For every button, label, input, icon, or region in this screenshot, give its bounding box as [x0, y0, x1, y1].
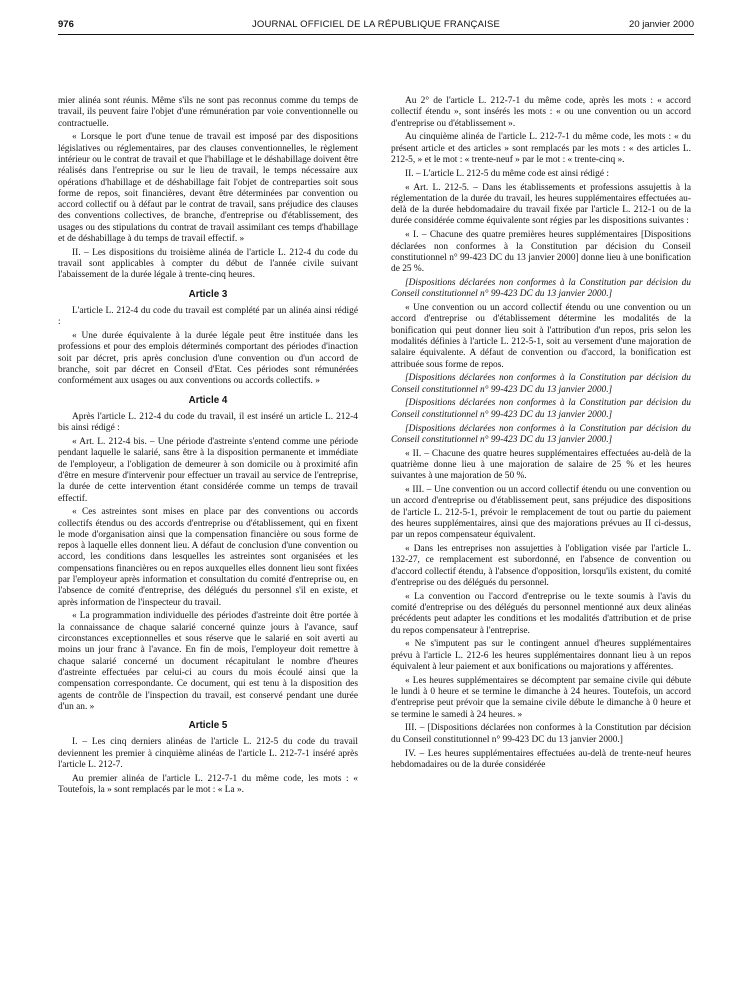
paragraph: « Art. L. 212-4 bis. – Une période d'astreinte s'entend comme une période pendant laquelle le salarié, sans être à la disposition permanente et immédiate de l'employeur, a l'obligation de demeurer à son domicile ou à proximité afin d'être en mesure d'intervenir pour effectuer un travail au service de l'entreprise, la durée de cette intervention étant considérée comme un temps de travail effectif. [58, 437, 358, 504]
article-5-heading: Article 5 [188, 720, 228, 732]
paragraph: « Ne s'imputent pas sur le contingent annuel d'heures supplémentaires prévu à l'article L. 212-6 les heures supplémentaires donnant lieu à un repos équivalent à leur paiement et aux bonifications ou majorations y afférentes. [391, 639, 691, 672]
right-column [391, 96, 691, 774]
paragraph: Au 2° de l'article L. 212-7-1 du même code, après les mots : « accord collectif étendu », sont insérés les mots : « ou une convention ou un accord d'entreprise ou d'établissement ». [391, 96, 691, 129]
censored-provision: [Dispositions déclarées non conformes à la Constitution par décision du Conseil constitutionnel n° 99-423 DC du 13 janvier 2000.] [391, 277, 691, 300]
censored-provision: [Dispositions déclarées non conformes à la Constitution par décision du Conseil constitutionnel n° 99-423 DC du 13 janvier 2000.] [391, 423, 691, 445]
paragraph: « Les heures supplémentaires se décomptent par semaine civile qui débute le lundi à 0 heure et se termine le dimanche à 24 heures. Toutefois, un accord d'entreprise peut prévoir que la semaine civile débute le dimanche à 0 heure et se termine le samedi à 24 heures. » [391, 675, 691, 720]
paragraph: « Une convention ou un accord collectif étendu ou une convention ou un accord d'entreprise ou d'établissement détermine les modalités de la bonification qui peut donner lieu soit à l'attribution d'un repos, pris selon les modalités définies à l'article L. 212-5-1, soit au versement d'une majoration de salaire équivalente. A défaut de convention ou d'accord, la bonification est attribuée sous forme de repos. [391, 303, 691, 370]
article-3-heading: Article 3 [188, 288, 228, 300]
paragraph: mier alinéa sont réunis. Même s'ils ne sont pas reconnus comme du temps de travail, ils peuvent faire l'objet d'une rémunération par voie conventionnelle ou contractuelle. [58, 96, 358, 129]
page-number: 976 [58, 19, 74, 30]
paragraph: I. – Les cinq derniers alinéas de l'article L. 212-5 du code du travail deviennent les premier à cinquième alinéas de l'article L. 212-7-1 inséré après l'article L. 212-7. [58, 737, 358, 771]
paragraph: « Ces astreintes sont mises en place par des conventions ou accords collectifs étendus ou des accords d'entreprise ou d'établissement, qui en fixent le mode d'organisation ainsi que la compensation financière ou sous forme de repos à laquelle elles donnent lieu. A défaut de conclusion d'une convention ou accord, les conditions dans lesquelles les astreintes sont organisées et les compensations financières ou en repos auxquelles elles donnent lieu sont fixées par l'employeur après information et consultation du comité d'entreprise ou, en l'absence de comité d'entreprise, des délégués du personnel s'il en existe, et après information de l'inspecteur du travail. [58, 507, 358, 608]
paragraph: « Une durée équivalente à la durée légale peut être instituée dans les professions et pour des emplois déterminés comportant des périodes d'inaction soit par décret, pris après conclusion d'une convention ou d'un accord de branche, soit par décret en Conseil d'Etat. Ces périodes sont rémunérées conformément aux usages ou aux conventions ou accords collectifs. » [58, 331, 358, 387]
paragraph: Après l'article L. 212-4 du code du travail, il est inséré un article L. 212-4 bis ainsi rédigé : [58, 411, 358, 434]
paragraph: « Art. L. 212-5. – Dans les établissements et professions assujettis à la réglementation de la durée du travail, les heures supplémentaires effectuées au-delà de la durée hebdomadaire du travail fixée par l'article L. 212-1 ou de la durée considérée comme équivalente sont régies par les dispositions suivantes : [391, 182, 691, 227]
paragraph: « I. – Chacune des quatre premières heures supplémentaires [Dispositions déclarées non conformes à la Constitution par décision du Conseil constitutionnel n° 99-423 DC du 13 janvier 2000] donne lieu à une bonification de 25 %. [391, 230, 691, 275]
left-column [58, 96, 358, 799]
paragraph: « II. – Chacune des quatre heures supplémentaires effectuées au-delà de la quatrième donne lieu à une majoration de salaire de 25 % et les heures suivantes à une majoration de 50 %. [391, 448, 691, 482]
paragraph: III. – [Dispositions déclarées non conformes à la Constitution par décision du Conseil constitutionnel n° 99-423 DC du 13 janvier 2000.] [391, 723, 691, 745]
issue-date: 20 janvier 2000 [629, 19, 694, 30]
journal-title: JOURNAL OFFICIEL DE LA RÉPUBLIQUE FRANÇAISE [251, 19, 501, 30]
paragraph: II. – L'article L. 212-5 du même code est ainsi rédigé : [405, 168, 609, 179]
paragraph: Au premier alinéa de l'article L. 212-7-1 du même code, les mots : « Toutefois, la » sont remplacés par le mot : « La ». [58, 773, 358, 796]
censored-provision: [Dispositions déclarées non conformes à la Constitution par décision du Conseil constitutionnel n° 99-423 DC du 13 janvier 2000.] [391, 373, 691, 395]
paragraph: « III. – Une convention ou un accord collectif étendu ou une convention ou un accord d'entreprise ou d'établissement peut, sans préjudice des dispositions de l'article L. 212-5-1, prévoir le remplacement de tout ou partie du paiement des heures supplémentaires, ainsi que des majorations prévues au II ci-dessus, par un repos compensateur équivalent. [391, 485, 691, 541]
paragraph: « Lorsque le port d'une tenue de travail est imposé par des dispositions législatives ou réglementaires, par des clauses conventionnelles, le règlement intérieur ou le contrat de travail et que l'habillage et le déshabillage doivent être réalisés dans l'entreprise ou sur le lieu de travail, le temps nécessaire aux opérations d'habillage et de déshabillage fait l'objet de contreparties soit sous forme de repos, soit financières, devant être déterminées par convention ou accord collectif ou à défaut par le contrat de travail, sans préjudice des clauses des conventions collectives, de branche, d'entreprise ou d'établissement, des usages ou des stipulations du contrat de travail assimilant ces temps d'habillage et de déshabillage à du temps de travail effectif. » [58, 132, 358, 245]
article-4-heading: Article 4 [188, 394, 228, 406]
header-rule [58, 34, 694, 35]
paragraph: « La convention ou l'accord d'entreprise ou le texte soumis à l'avis du comité d'entreprise ou des délégués du personnel mentionné aux deux alinéas précédents peut adapter les conditions et les modalités d'attribution et de prise du repos compensateur à l'entreprise. [391, 591, 691, 636]
paragraph: IV. – Les heures supplémentaires effectuées au-delà de trente-neuf heures hebdomadaires ou de la durée considérée [391, 748, 691, 770]
paragraph: Au cinquième alinéa de l'article L. 212-7-1 du même code, les mots : « du présent article et des articles » sont remplacés par les mots : « des articles L. 212-5, » et le mot : « trente-neuf » par le mot : « trente-cinq ». [391, 132, 691, 165]
paragraph: « Dans les entreprises non assujetties à l'obligation visée par l'article L. 132-27, ce remplacement est subordonné, en l'absence de convention ou d'accord collectif étendu, à l'absence d'opposition, lorsqu'ils existent, du comité d'entreprise ou des délégués du personnel. [391, 543, 691, 588]
page-header [58, 17, 694, 33]
censored-provision: [Dispositions déclarées non conformes à la Constitution par décision du Conseil constitutionnel n° 99-423 DC du 13 janvier 2000.] [391, 398, 691, 420]
paragraph: II. – Les dispositions du troisième alinéa de l'article L. 212-4 du code du travail sont applicables à compter du début de l'année civile suivant l'abaissement de la durée légale à trente-cinq heures. [58, 247, 358, 281]
paragraph: « La programmation individuelle des périodes d'astreinte doit être portée à la connaissance de chaque salarié concerné quinze jours à l'avance, sauf circonstances exceptionnelles et sous réserve que le salarié en soit averti au moins un jour franc à l'avance. En fin de mois, l'employeur doit remettre à chaque salarié concerné un document récapitulant le nombre d'heures d'astreinte effectuées par celui-ci au cours du mois écoulé ainsi que la compensation correspondante. Ce document, qui est tenu à la disposition des agents de contrôle de l'inspection du travail, est conservé pendant une durée d'un an. » [58, 611, 358, 712]
paragraph: L'article L. 212-4 du code du travail est complété par un alinéa ainsi rédigé : [58, 306, 358, 328]
